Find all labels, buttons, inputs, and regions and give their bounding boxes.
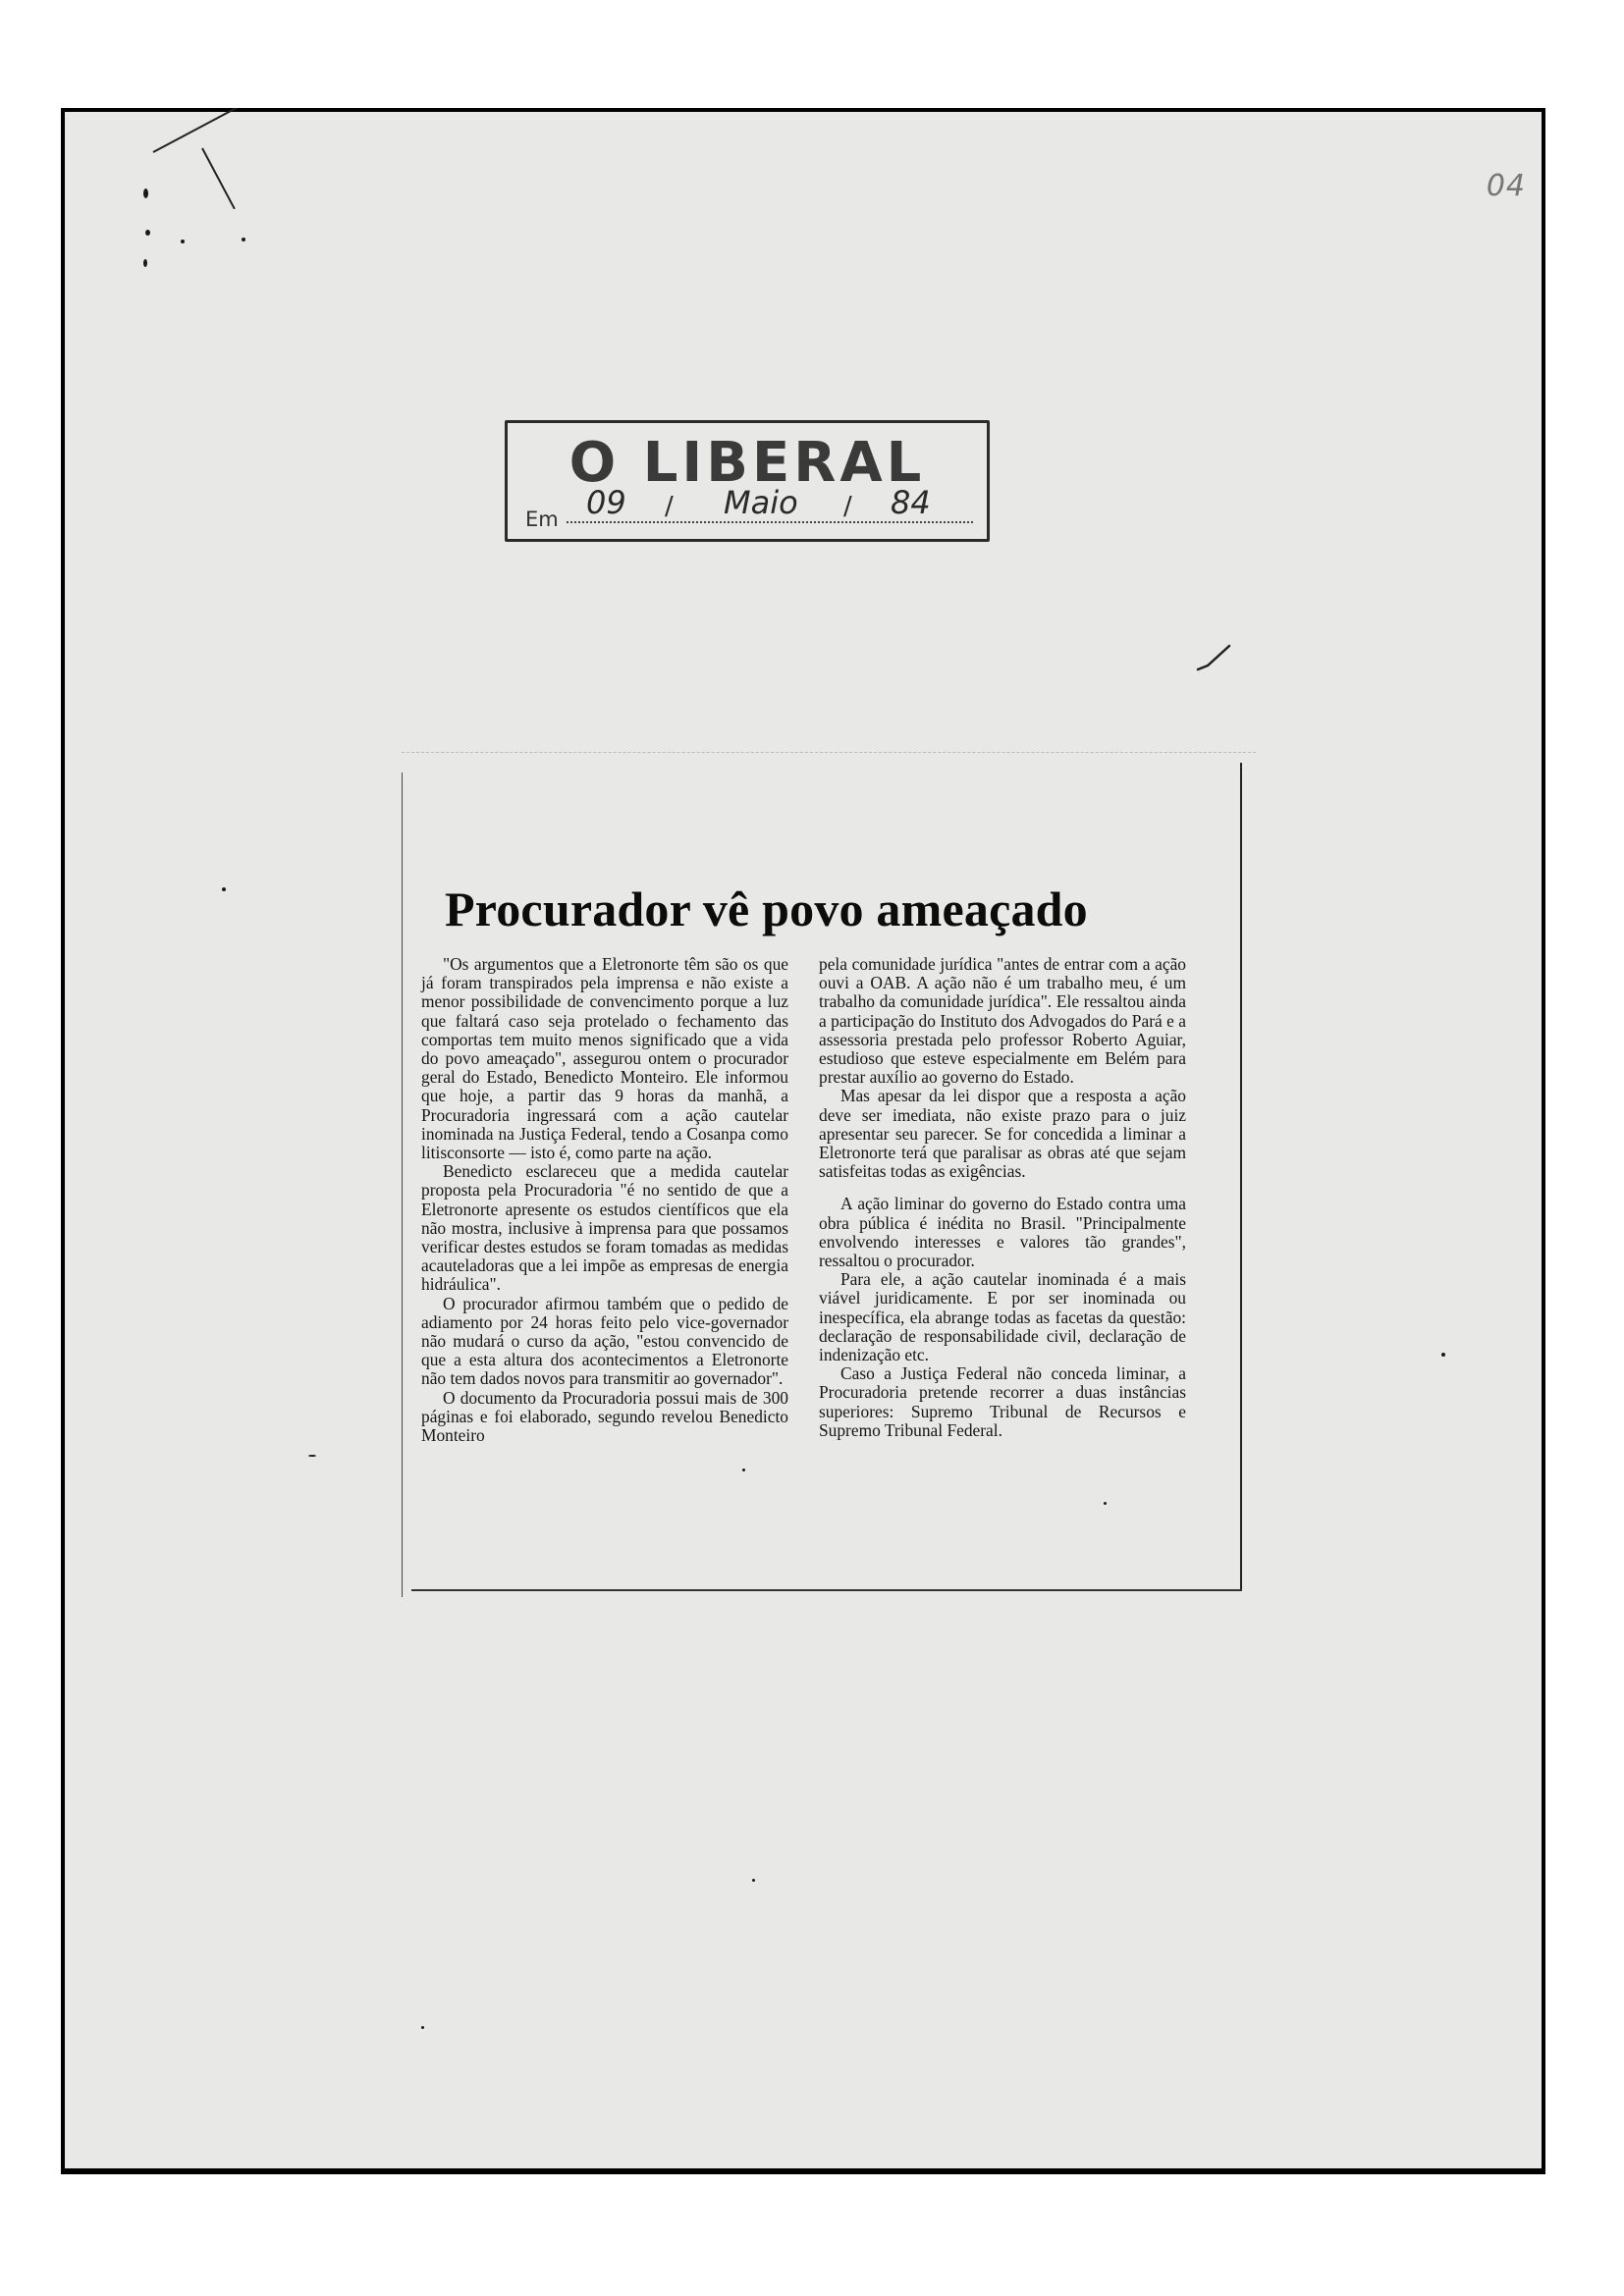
article-paragraph: Benedicto esclareceu que a medida cautelar proposta pela Procuradoria "é no sentido de que a Eletronorte apresente os estudos científicos que ela não mostra, inclusive à imprensa para que possamos verificar destes estudos se foram tomadas as medidas acauteladoras que a lei impõe as empresas de energia hidráulica". bbox=[421, 1161, 788, 1295]
scan-artifact bbox=[421, 2026, 424, 2029]
stamp-year: 84 bbox=[891, 484, 931, 521]
scanned-page-border bbox=[61, 108, 1545, 2174]
newspaper-clipping bbox=[402, 752, 1256, 1599]
article-paragraph: "Os argumentos que a Eletronorte têm são os que já foram transpirados pela imprensa e não existe a menor possibilidade de convencimento porque a luz que faltará caso seja protelado o fechamento das comportas tem muito menos significado que a vida do povo ameaçado", assegurou ontem o procurador geral do Estado, Benedicto Monteiro. Ele informou que hoje, a partir das 9 horas da manhã, a Procuradoria ingressará com a ação cautelar inominada na Justiça Federal, tendo a Cosanpa como litisconsorte — isto é, como parte na ação. bbox=[421, 954, 788, 1163]
article-headline: Procurador vê povo ameaçado bbox=[445, 881, 1088, 936]
scan-artifact bbox=[242, 238, 245, 241]
article-paragraph: Para ele, a ação cautelar inominada é a mais viável juridicamente. E por ser inominada ou inespecífica, ela abrange todas as facetas da questão: declaração de responsabilidade civil, declaração de indenização etc. bbox=[819, 1269, 1186, 1365]
scan-artifact bbox=[201, 148, 236, 210]
clipping-bottom-edge bbox=[411, 1589, 1242, 1591]
scan-artifact bbox=[153, 108, 267, 153]
scan-artifact bbox=[308, 1455, 316, 1457]
paper-sheet bbox=[65, 112, 1542, 2168]
handwritten-check-icon bbox=[1194, 644, 1233, 673]
article-paragraph: Caso a Justiça Federal não conceda liminar, a Procuradoria pretende recorrer a duas instâncias superiores: Supremo Tribunal de Recursos e Supremo Tribunal Federal. bbox=[819, 1363, 1186, 1440]
stamp-separator: / bbox=[843, 492, 852, 521]
stamp-separator: / bbox=[665, 492, 674, 521]
article-column-1 bbox=[421, 955, 788, 1445]
stamp-month: Maio bbox=[724, 484, 798, 521]
newspaper-date-stamp bbox=[505, 420, 990, 542]
scan-artifact bbox=[145, 230, 150, 236]
clipping-left-edge bbox=[402, 773, 403, 1597]
scan-artifact bbox=[143, 188, 148, 198]
stamp-date-label: Em bbox=[525, 507, 559, 531]
stamp-newspaper-name: O LIBERAL bbox=[568, 431, 926, 495]
article-column-2 bbox=[819, 955, 1186, 1440]
stamp-day: 09 bbox=[586, 484, 626, 521]
scan-artifact bbox=[181, 240, 185, 243]
handwritten-page-number: 04 bbox=[1486, 169, 1526, 203]
article-paragraph: O procurador afirmou também que o pedido de adiamento por 24 horas feito pelo vice-governador não mudará o curso da ação, "estou convencido de que a esta altura dos acontecimentos a Eletronorte não tem dados novos para transmitir ao governador". bbox=[421, 1293, 788, 1389]
article-paragraph: Mas apesar da lei dispor que a resposta a ação deve ser imediata, não existe prazo para o juiz apresentar seu parecer. Se for concedida a liminar a Eletronorte terá que paralisar as obras até que sejam satisfeitas todas as exigências. bbox=[819, 1086, 1186, 1182]
article-paragraph: O documento da Procuradoria possui mais de 300 páginas e foi elaborado, segundo revelou Benedicto Monteiro bbox=[421, 1387, 788, 1446]
scan-artifact bbox=[143, 259, 147, 267]
scan-artifact bbox=[222, 887, 226, 891]
scan-artifact bbox=[1441, 1353, 1445, 1357]
stamp-date-line bbox=[567, 486, 973, 523]
article-paragraph: pela comunidade jurídica "antes de entrar com a ação ouvi a OAB. A ação não é um trabalho meu, é um trabalho da comunidade jurídica". Ele ressaltou ainda a participação do Instituto dos Advogados do Pará e a assessoria prestada pelo professor Roberto Aguiar, estudioso que esteve especialmente em Belém para prestar auxílio ao governo do Estado. bbox=[819, 954, 1186, 1088]
clipping-right-edge bbox=[1240, 763, 1242, 1589]
scan-artifact bbox=[752, 1879, 755, 1882]
article-paragraph: A ação liminar do governo do Estado contra uma obra pública é inédita no Brasil. "Principalmente envolvendo interesses e valores tão grandes", ressaltou o procurador. bbox=[819, 1194, 1186, 1271]
